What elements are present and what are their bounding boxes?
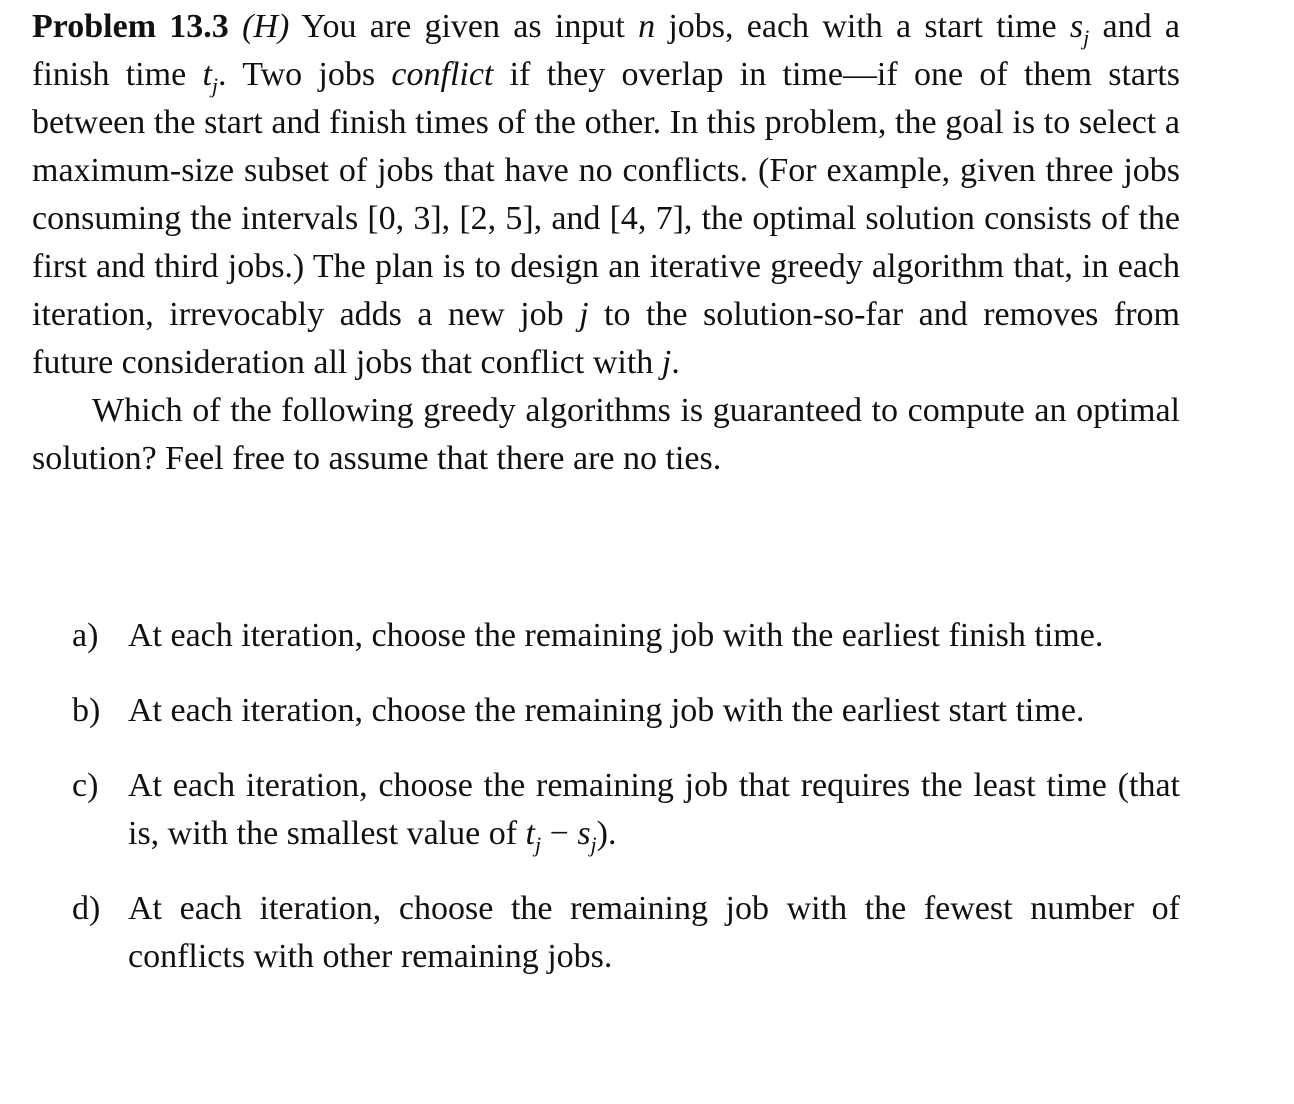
var-n: n <box>638 8 656 45</box>
var-s: s <box>577 815 591 852</box>
option-text: At each iteration, choose the remaining job with the fewest number of conflicts with other remaining jobs. <box>128 890 1180 975</box>
var-j: j <box>579 296 589 333</box>
option-marker: c) <box>72 767 99 804</box>
problem-text: . <box>671 344 680 381</box>
var-s: s <box>1069 8 1084 45</box>
problem-statement <box>32 3 1180 483</box>
option-c[interactable] <box>72 762 1180 858</box>
option-d[interactable] <box>72 885 1180 981</box>
question-text: Which of the following greedy algorithms is guaranteed to compute an optimal solution? Feel free to assume that there are no ties. <box>32 392 1180 477</box>
problem-text: and a finish time <box>32 8 1181 93</box>
var-t: t <box>202 56 212 93</box>
option-text: At each iteration, choose the remaining job that requires the least time (that is, with the smallest value of <box>128 767 1180 852</box>
option-text: At each iteration, choose the remaining job with the earliest start time. <box>128 692 1085 729</box>
minus-sign: − <box>541 815 578 852</box>
problem-paragraph <box>32 3 1180 387</box>
problem-text: . Two jobs <box>218 56 392 93</box>
problem-text: to the solution-so-far and removes from future consideration all jobs that conflict with <box>32 296 1180 381</box>
var-t: t <box>525 815 535 852</box>
answer-options <box>72 612 1180 1008</box>
problem-text: You are given as input <box>289 8 639 45</box>
sub-j: j <box>590 831 597 857</box>
problem-text: if they overlap in time—if one of them starts between the start and finish times of the other. In this problem, the goal is to select a maximum-size subset of jobs that have no conflicts. (For example, given three jobs consuming the intervals [0, 3], [2, 5], and [4, 7], the optimal solution consists of the first and third jobs.) The plan is to design an iterative greedy algorithm that, in each iteration, irrevocably adds a new job <box>32 56 1180 333</box>
sub-j: j <box>211 72 219 98</box>
option-marker: b) <box>72 692 101 729</box>
problem-text: jobs, each with a start time <box>655 8 1070 45</box>
problem-title: Problem 13.3 <box>32 8 229 45</box>
option-text: At each iteration, choose the remaining job with the earliest finish time. <box>128 617 1104 654</box>
sub-j: j <box>1083 24 1090 50</box>
sub-j: j <box>535 831 542 857</box>
var-j: j <box>661 344 672 381</box>
option-marker: a) <box>72 617 99 654</box>
option-a[interactable] <box>72 612 1180 660</box>
option-b[interactable] <box>72 687 1180 735</box>
option-marker: d) <box>72 890 101 927</box>
conflict-term: conflict <box>391 56 494 93</box>
difficulty-tag: (H) <box>242 8 290 45</box>
option-text: ). <box>596 815 617 852</box>
